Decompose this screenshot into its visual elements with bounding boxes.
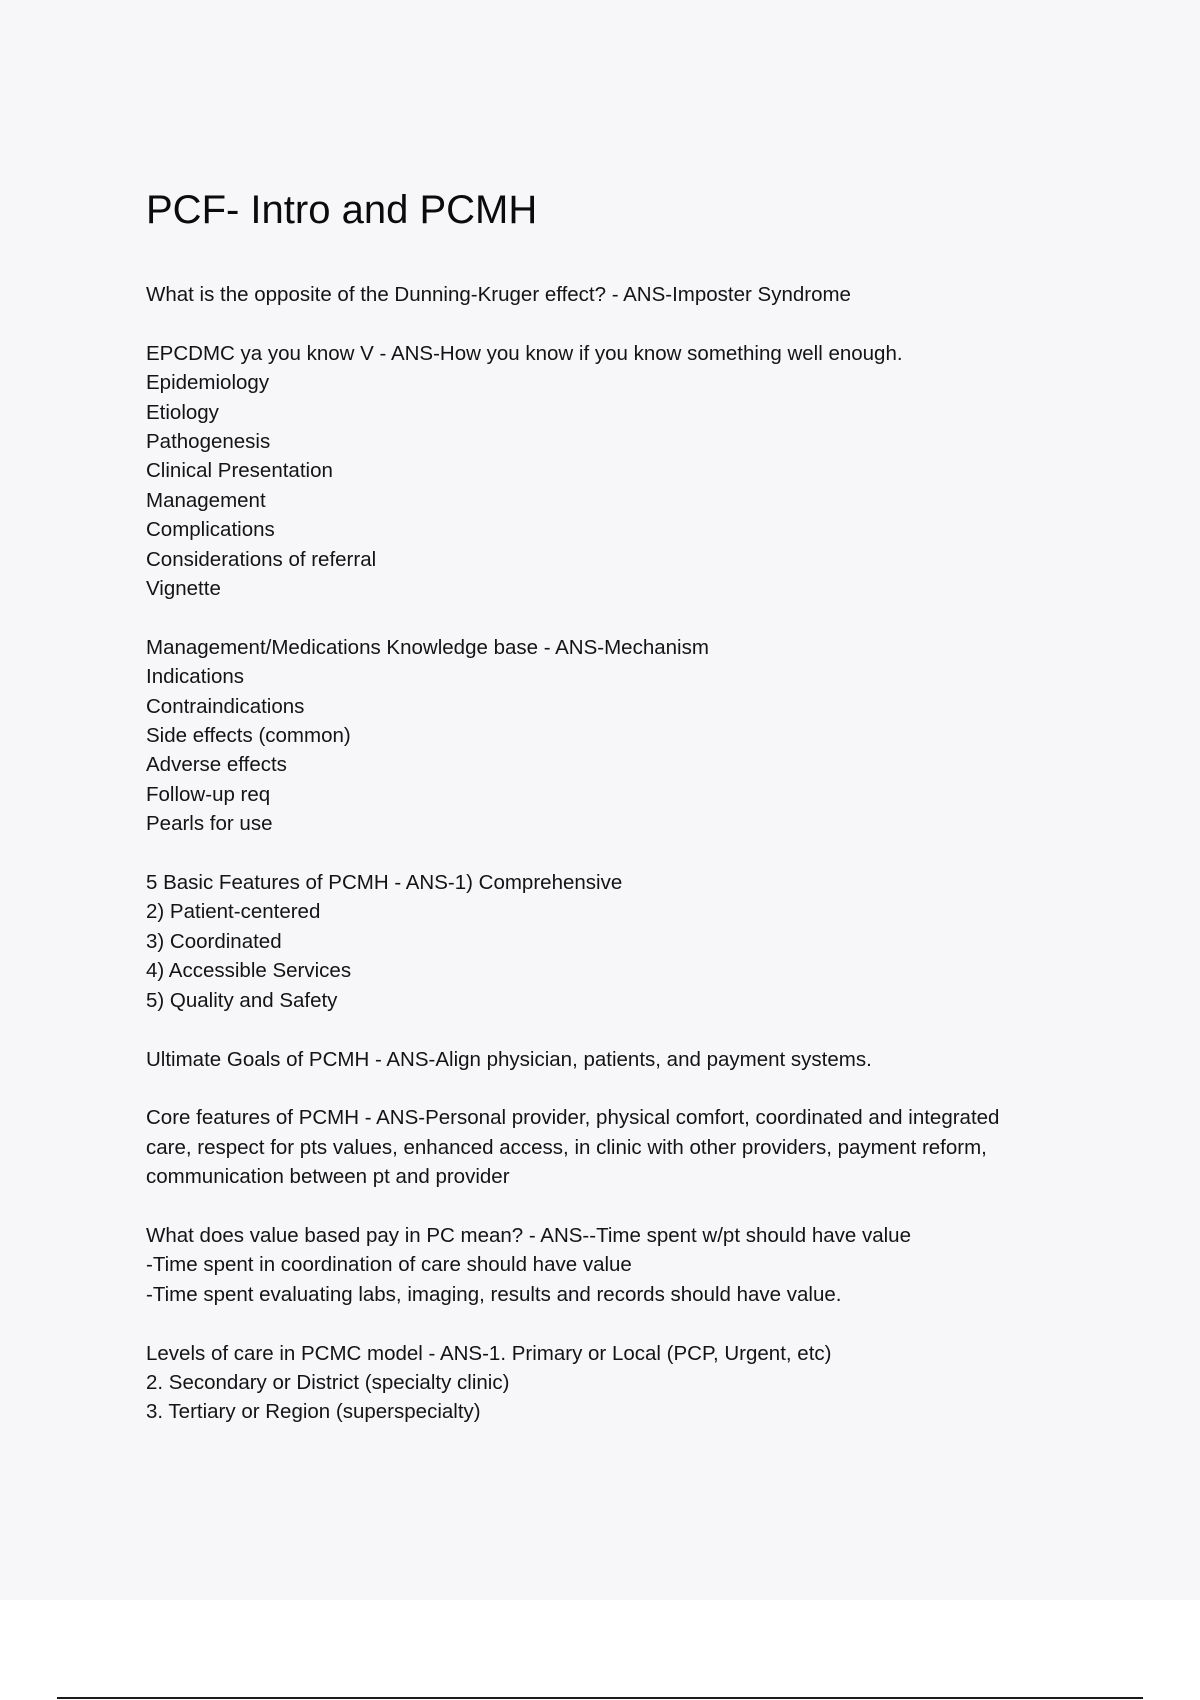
- qa-line: Indications: [146, 665, 245, 689]
- qa-line: What is the opposite of the Dunning-Kruger effect? - ANS-Imposter Syndrome: [146, 283, 851, 306]
- qa-line: What does value based pay in PC mean? - ANS--Time spent w/pt should have value: [146, 1223, 911, 1247]
- qa-list: [146, 280, 1086, 1456]
- qa-line: 2) Patient-centered: [146, 900, 321, 924]
- qa-line: Complications: [146, 518, 275, 542]
- qa-line: Core features of PCMH - ANS-Personal provider, physical comfort, coordinated and integrated: [146, 1106, 1000, 1130]
- qa-line: care, respect for pts values, enhanced access, in clinic with other providers, payment reform,: [146, 1135, 987, 1159]
- qa-line: Levels of care in PCMC model - ANS-1. Primary or Local (PCP, Urgent, etc): [146, 1341, 832, 1365]
- qa-line: Clinical Presentation: [146, 459, 333, 483]
- qa-line: -Time spent in coordination of care should have value: [146, 1253, 632, 1277]
- qa-line: Vignette: [146, 577, 221, 601]
- qa-line: 5) Quality and Safety: [146, 988, 338, 1012]
- qa-line: communication between pt and provider: [146, 1165, 510, 1189]
- qa-line: EPCDMC ya you know V - ANS-How you know if you know something well enough.: [146, 341, 903, 365]
- qa-line: Considerations of referral: [146, 547, 377, 571]
- qa-item: [146, 339, 1086, 604]
- qa-item: [146, 1221, 1086, 1309]
- qa-item: [146, 280, 1086, 309]
- qa-line: -Time spent evaluating labs, imaging, results and records should have value.: [146, 1282, 842, 1306]
- qa-line: 4) Accessible Services: [146, 959, 352, 983]
- qa-line: Management/Medications Knowledge base - ANS-Mechanism: [146, 635, 709, 659]
- qa-line: Management: [146, 488, 266, 512]
- qa-line: Follow-up req: [146, 782, 271, 806]
- qa-line: 3) Coordinated: [146, 929, 282, 953]
- qa-line: Epidemiology: [146, 371, 270, 395]
- qa-item: [146, 868, 1086, 1015]
- qa-line: Etiology: [146, 400, 219, 424]
- qa-line: Pathogenesis: [146, 430, 271, 454]
- qa-line: Side effects (common): [146, 724, 351, 748]
- qa-line: Adverse effects: [146, 753, 287, 777]
- qa-item: [146, 1103, 1086, 1191]
- qa-line: 2. Secondary or District (specialty clinic): [146, 1370, 510, 1394]
- qa-line: Pearls for use: [146, 812, 273, 836]
- footer-divider: [57, 1697, 1143, 1699]
- document-title: PCF- Intro and PCMH: [146, 188, 538, 232]
- qa-line: Ultimate Goals of PCMH - ANS-Align physician, patients, and payment systems.: [146, 1047, 872, 1071]
- qa-line: Contraindications: [146, 694, 305, 718]
- qa-line: 5 Basic Features of PCMH - ANS-1) Comprehensive: [146, 871, 623, 895]
- qa-line: 3. Tertiary or Region (superspecialty): [146, 1400, 481, 1424]
- qa-item: [146, 1045, 1086, 1074]
- qa-item: [146, 633, 1086, 839]
- qa-item: [146, 1339, 1086, 1427]
